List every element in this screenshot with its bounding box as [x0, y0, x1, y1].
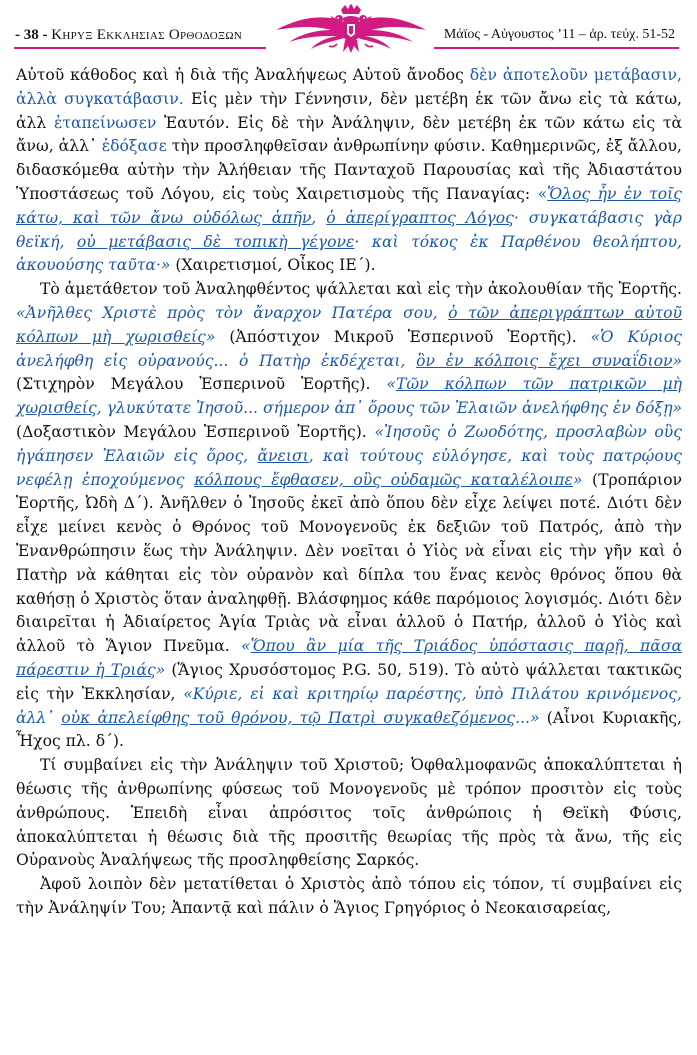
paragraph [16, 873, 682, 921]
quotation-text: , καὶ τούτους εὐλόγησε, καὶ τοὺς πατρῴους νεφέλῃ ἐποχούμενος [16, 446, 682, 489]
quotation-text: Τῶν κόλπων τῶν πατρικῶν μὴ χωρισθείς [16, 375, 682, 418]
quotation-text: · καὶ τόκος ἐκ Παρθένου θεολήπτου, ἀκουούσης ταῦτα·» [16, 232, 683, 275]
body-text: Τὸ ἀμετάθετον τοῦ Ἀναληφθέντος ψάλλεται καὶ εἰς τὴν ἀκολουθίαν τῆς Ἑορτῆς. [40, 280, 682, 299]
body-text: Ἑαυτόν. Εἰς δὲ τὴν Ἀνάληψιν, δὲν μετέβη ἐκ τῶν κάτω εἰς τὰ ἄνω, ἀλλ᾽ [16, 113, 682, 156]
quotation-text: » [672, 351, 682, 370]
quotation-text: ὁ τῶν ἀπεριγράπτων αὐτοῦ κόλπων μὴ χωρισθείς [16, 303, 682, 346]
body-text: Εἰς μὲν τὴν Γέννησιν, δὲν μετέβη ἐκ τῶν ἄνω εἰς τὰ κάτω, ἀλλ [16, 89, 682, 132]
quotation-text: «Κύριε, εἰ καὶ κριτηρίῳ παρέστης, ὑπὸ Πιλάτου κρινόμενος, ἀλλ᾽ [16, 684, 682, 727]
body-text: (Τροπάριον Ἑορτῆς, Ὠδὴ Δ΄). Ἀνῆλθεν ὁ Ἰησοῦς ἐκεῖ ἀπὸ ὅπου δὲν εἶχε λείψει ποτέ. Διότι δὲν εἶχε μείνει κενὸς ὁ Θρόνος τοῦ Μονογενοῦς ἐκ δεξιῶν τοῦ Πατρός, ἀπὸ τὴν Ἐνανθρώπησιν ἕως τὴν Ἀνάληψιν. Δὲν νοεῖται ὁ Υἱὸς νὰ εἶναι εἰς τὴν γῆν καὶ ὁ Πατὴρ νὰ κάθηται εἰς τὸν οὐρανὸν καὶ δίπλα του ἕνας κενὸς θρόνος ὅπου θὰ καθήσῃ ὁ Χριστὸς ὅταν ἀναληφθῇ. Βλάσφημος κάθε παρόμοιος λογισμός. Διότι δὲν διαιρεῖται ἡ Ἀδιαίρετος Ἁγία Τριὰς νὰ εἶναι ἀλλοῦ ὁ Πατήρ, ἀλλοῦ ὁ Υἱὸς καὶ ἀλλοῦ τὸ Ἅγιον Πνεῦμα. [16, 470, 682, 656]
body-text: (Ἅγιος Χρυσόστομος P.G. 50, 519). Τὸ αὐτὸ ψάλλεται τακτικῶς εἰς τὴν Ἐκκλησίαν, [16, 660, 682, 703]
header-rule-left [14, 47, 266, 49]
publication-title: Κηρυξ Εκκλησιας Ορθοδοξων [51, 27, 243, 43]
body-text: Αὐτοῦ κάθοδος καὶ ἡ διὰ τῆς Ἀναλήψεως Αὐτοῦ ἄνοδος [16, 66, 470, 84]
page-number: - 38 - [15, 27, 48, 43]
quotation-text: , [311, 208, 327, 227]
body-text: (Δοξαστικὸν Μεγάλου Ἑσπερινοῦ Ἑορτῆς). [16, 422, 375, 441]
quotation-text: «Ἀνῆλθες Χριστὲ πρὸς τὸν ἄναρχον Πατέρα σου, [16, 303, 449, 322]
quotation-text: » [572, 470, 583, 489]
body-text: (Ἀπόστιχον Μικροῦ Ἑσπερινοῦ Ἑορτῆς). [215, 327, 591, 346]
quotation-text: «Ἰησοῦς ὁ Ζωοδότης, προσλαβὼν οὓς ἠγάπησεν Ἐλαιῶν εἰς ὄρος, [16, 422, 682, 465]
quotation-text: κόλπους ἔφθασεν, οὓς οὐδαμῶς καταλέλοιπε [194, 470, 573, 489]
quotation-text: δὲν ἀποτελοῦν μετάβασιν, ἀλλὰ συγκατάβασιν. [16, 66, 682, 108]
paragraph [16, 64, 682, 278]
body-text: (Χαιρετισμοί, Οἶκος ΙΕ΄). [170, 256, 376, 275]
body-text: (Αἶνοι Κυριακῆς, Ἦχος πλ. δ΄). [16, 708, 682, 751]
quotation-text: » [205, 327, 216, 346]
paragraph [16, 754, 682, 873]
quotation-text: « [241, 637, 251, 656]
quotation-text: « [386, 375, 397, 394]
quotation-text: » [155, 660, 166, 679]
quotation-text: «Ὁ Κύριος ἀνελήφθη εἰς οὐρανούς... ὁ Πατὴρ ἐκδέχεται, [16, 327, 682, 370]
quotation-text: Ὅπου ἂν μία τῆς Τριάδος ὑπόστασις παρῇ, πᾶσα πάρεστιν ἡ Τριάς [16, 637, 683, 679]
quotation-text: οὐ μετάβασις δὲ τοπικὴ γέγονε [76, 232, 355, 251]
quotation-text: « [537, 184, 548, 203]
quotation-text: ...» [515, 708, 540, 727]
article-body [16, 64, 682, 921]
paragraph [16, 278, 682, 754]
body-text: τὴν προσληφθεῖσαν ἀνθρωπίνην φύσιν. Καθημερινῶς, ἐξ ἄλλου, διδασκόμεθα αὐτὴν τὴν Ἀλήθειαν τῆς Πανταχοῦ Παρουσίας καὶ τῆς Ἀδιαστάτου Ὑποστάσεως τοῦ Λόγου, εἰς τοὺς Χαιρετισμοὺς τῆς Παναγίας: [16, 137, 682, 203]
header-left [15, 27, 242, 44]
double-headed-eagle-icon [271, 4, 431, 54]
quotation-text: Ὅλος ἦν ἐν τοῖς κάτω, καὶ τῶν ἄνω οὐδόλως ἀπῆν [16, 184, 682, 227]
body-text: (Στιχηρὸν Μεγάλου Ἑσπερινοῦ Ἑορτῆς). [16, 375, 387, 394]
quotation-text: ἐταπείνωσεν [53, 113, 157, 132]
header-rule-right [434, 47, 679, 49]
body-text: Τί συμβαίνει εἰς τὴν Ἀνάληψιν τοῦ Χριστοῦ; Ὀφθαλμοφανῶς ἀποκαλύπτεται ἡ θέωσις τῆς ἀνθρωπίνης φύσεως τοῦ Μονογενοῦς μὲ τρόπον προσιτὸν εἰς τοὺς ἀνθρώπους. Ἐπειδὴ εἶναι ἀπρόσιτος τοῖς ἀνθρώποις ἡ Θεϊκὴ Φύσις, ἀποκαλύπτεται ἡ θέωσις διὰ τῆς προσιτῆς θεωρίας τῆς πρὸς τὰ ἄνω, τῆς εἰς Οὐρανοὺς Ἀναλήψεως τῆς προσληφθείσης Σαρκός. [16, 756, 682, 870]
quotation-text: ὁ ἀπερίγραπτος Λόγος [326, 208, 514, 227]
quotation-text: · συγκατάβασις γὰρ θεϊκή, [16, 208, 682, 251]
quotation-text: ἐδόξασε [101, 137, 167, 156]
quotation-text: , γλυκύτατε Ἰησοῦ... σήμερον ἀπ᾽ ὄρους τῶν Ἐλαιῶν ἀνελήφθης ἐν δόξῃ» [96, 399, 682, 418]
body-text: Ἀφοῦ λοιπὸν δὲν μετατίθεται ὁ Χριστὸς ἀπὸ τόπου εἰς τόπον, τί συμβαίνει εἰς τὴν Ἀνάληψίν Του; Ἀπαντᾷ καὶ πάλιν ὁ Ἅγιος Γρηγόριος ὁ Νεοκαισαρείας, [16, 875, 682, 917]
quotation-text: ὃν ἐν κόλποις ἔχει συναΐδιον [416, 351, 673, 370]
issue-info: Μάϊος - Αὐγουστος ’11 – ἀρ. τεύχ. 51-52 [443, 27, 675, 42]
quotation-text: ἄνεισι [257, 446, 309, 465]
quotation-text: οὐκ ἀπελείφθης τοῦ θρόνου, τῷ Πατρὶ συγκαθεζόμενος [61, 708, 516, 727]
page-header [0, 0, 697, 54]
